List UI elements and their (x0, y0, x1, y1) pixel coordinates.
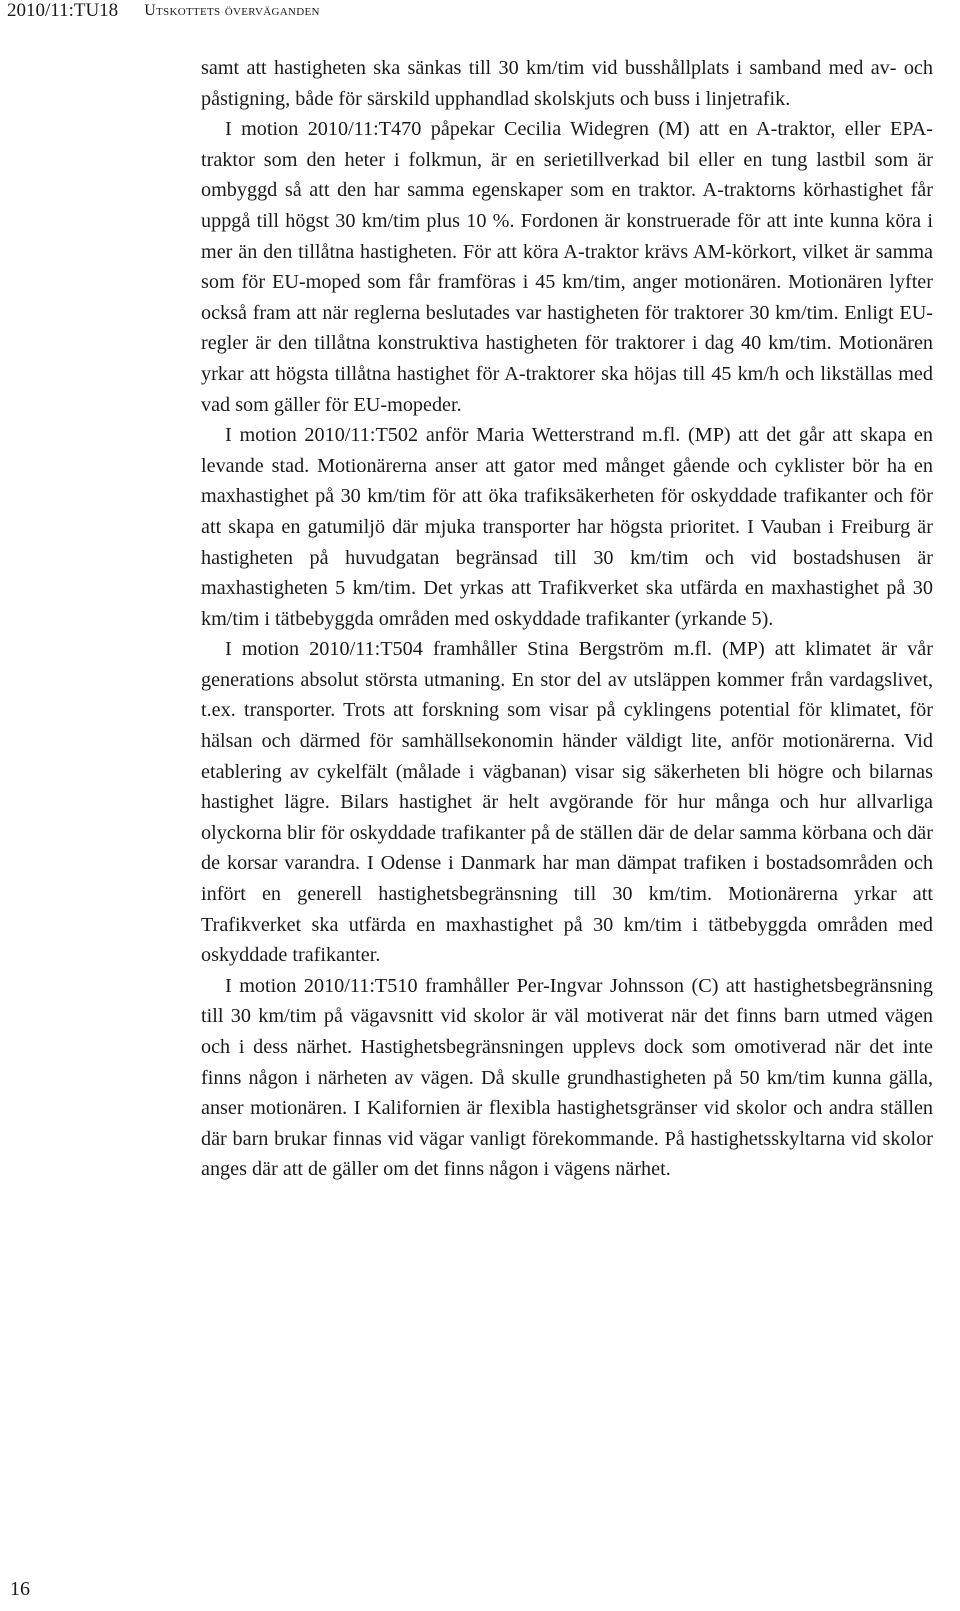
page-number: 16 (10, 1578, 30, 1600)
paragraph-motion-t502: I motion 2010/11:T502 anför Maria Wetterstrand m.fl. (MP) att det går att skapa en levande stad. Motionärerna anser att gator med månget gående och cyklister bör ha en maxhastighet på 30 km/tim för att öka trafiksäkerheten för oskyddade trafikanter och för att skapa en gatumiljö där mjuka transporter har högsta prioritet. I Vauban i Freiburg är hastigheten på huvudgatan begränsad till 30 km/tim och vid bostadshusen är maxhastigheten 5 km/tim. Det yrkas att Trafikverket ska utfärda en maxhastighet på 30 km/tim i tätbebyggda områden med oskyddade trafikanter (yrkande 5). (201, 424, 933, 630)
document-number: 2010/11:TU18 (7, 0, 119, 21)
section-title: Utskottets överväganden (144, 2, 320, 19)
body-text (201, 53, 933, 1185)
running-header (7, 0, 947, 26)
paragraph-motion-t504: I motion 2010/11:T504 framhåller Stina Bergström m.fl. (MP) att klimatet är vår generations absolut största utmaning. En stor del av utsläppen kommer från vardagslivet, t.ex. transporter. Trots att forskning som visar på cyklingens potential för klimatet, för hälsan och därmed för samhällsekonomin händer väldigt lite, anför motionärerna. Vid etablering av cykelfält (målade i vägbanan) visar sig säkerheten bli högre och bilarnas hastighet lägre. Bilars hastighet är helt avgörande för hur många och hur allvarliga olyckorna blir för oskyddade trafikanter på de ställen där de delar samma körbana och där de korsar varandra. I Odense i Danmark har man dämpat trafiken i bostadsområden och infört en generell hastighetsbegränsning till 30 km/tim. Motionärerna yrkar att Trafikverket ska utfärda en maxhastighet på 30 km/tim i tätbebyggda områden med oskyddade trafikanter. (201, 638, 933, 967)
paragraph-motion-t510: I motion 2010/11:T510 framhåller Per-Ingvar Johnsson (C) att hastighetsbegränsning till 30 km/tim på vägavsnitt vid skolor är väl motiverat när det finns barn utmed vägen och i dess närhet. Hastighetsbegränsningen upplevs dock som omotiverad när det inte finns någon i närheten av vägen. Då skulle grundhastigheten på 50 km/tim kunna gälla, anser motionären. I Kalifornien är flexibla hastighetsgränser vid skolor och andra ställen där barn brukar finnas vid vägar vanligt förekommande. På hastighetsskyltarna vid skolor anges där att de gäller om det finns någon i vägens närhet. (201, 974, 933, 1181)
paragraph-continued: samt att hastigheten ska sänkas till 30 km/tim vid busshållplats i samband med av- och påstigning, både för särskild upphandlad skolskjuts och buss i linjetrafik. (201, 57, 933, 110)
paragraph-motion-t470: I motion 2010/11:T470 påpekar Cecilia Widegren (M) att en A-traktor, eller EPA-traktor som den heter i folkmun, är en serietillverkad bil eller en tung lastbil som är ombyggd så att den har samma egenskaper som en traktor. A-traktorns körhastighet får uppgå till högst 30 km/tim plus 10 %. Fordonen är konstruerade för att inte kunna köra i mer än den tillåtna hastigheten. För att köra A-traktor krävs AM-körkort, vilket är samma som för EU-moped som får framföras i 45 km/tim, anger motionären. Motionären lyfter också fram att när reglerna beslutades var hastigheten för traktorer 30 km/tim. Enligt EU-regler är den tillåtna konstruktiva hastigheten för traktorer i dag 40 km/tim. Motionären yrkar att högsta tillåtna hastighet för A-traktorer ska höjas till 45 km/h och likställas med vad som gäller för EU-mopeder. (201, 118, 933, 416)
